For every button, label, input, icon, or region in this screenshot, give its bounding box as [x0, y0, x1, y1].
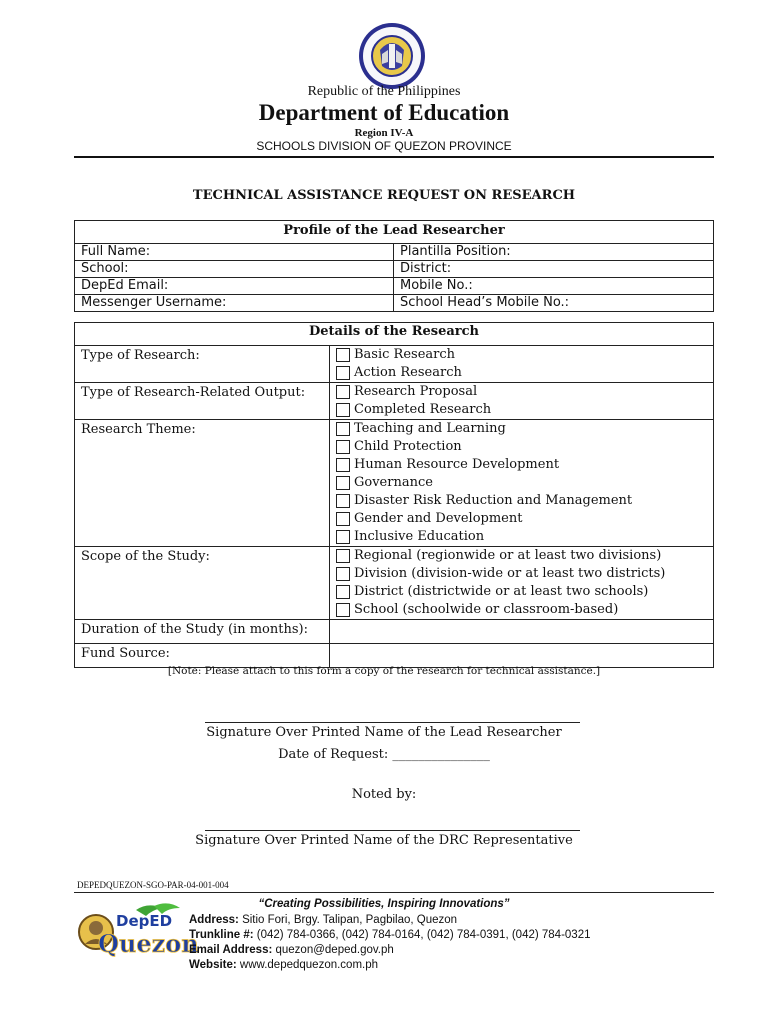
checkbox[interactable]: [336, 585, 350, 599]
department-title: Department of Education: [258, 100, 510, 125]
scope-of-study-options: [330, 547, 714, 620]
address-label: Address:: [189, 914, 239, 926]
footer-divider: [74, 892, 714, 893]
drc-signature-label: Signature Over Printed Name of the DRC Representative: [195, 833, 573, 848]
table-row: [75, 244, 714, 261]
republic-text: Republic of the Philippines: [307, 84, 461, 99]
email-value[interactable]: quezon@deped.gov.ph: [275, 944, 394, 956]
checkbox[interactable]: [336, 348, 350, 362]
footer-email: [189, 944, 394, 956]
fund-source-label: Fund Source:: [75, 644, 330, 668]
checkbox[interactable]: [336, 440, 350, 454]
option-label: District (districtwide or at least two schools): [354, 584, 649, 599]
checkbox[interactable]: [336, 385, 350, 399]
email-label: Email Address:: [189, 944, 273, 956]
duration-field[interactable]: [330, 620, 714, 644]
table-row: [75, 420, 714, 547]
logo-text-quezon: Quezon: [98, 929, 199, 958]
option-label: Teaching and Learning: [354, 421, 506, 436]
research-theme-label: Research Theme:: [75, 420, 330, 547]
option-label: Division (division-wide or at least two districts): [354, 566, 666, 581]
table-row: [75, 295, 714, 312]
header-divider: [74, 156, 714, 158]
details-table: [74, 322, 714, 668]
website-value[interactable]: www.depedquezon.com.ph: [239, 959, 379, 971]
checkbox[interactable]: [336, 403, 350, 417]
option-label: Gender and Development: [354, 511, 523, 526]
form-title: TECHNICAL ASSISTANCE REQUEST ON RESEARCH: [192, 188, 576, 203]
option-label: Action Research: [354, 365, 462, 380]
profile-field-plantilla-position[interactable]: Plantilla Position:: [394, 244, 714, 261]
trunkline-label: Trunkline #:: [189, 929, 254, 941]
profile-field-district[interactable]: District:: [394, 261, 714, 278]
option-label: Regional (regionwide or at least two divisions): [354, 548, 662, 563]
profile-field-mobile-no[interactable]: Mobile No.:: [394, 278, 714, 295]
option-label: Child Protection: [354, 439, 462, 454]
checkbox[interactable]: [336, 422, 350, 436]
noted-by-label: Noted by:: [351, 787, 417, 802]
attachment-note: [Note: Please attach to this form a copy of the research for technical assistance.]: [167, 665, 601, 677]
table-row: [75, 278, 714, 295]
division-text: SCHOOLS DIVISION OF QUEZON PROVINCE: [256, 139, 512, 153]
footer-address: [189, 914, 457, 926]
scope-of-study-label: Scope of the Study:: [75, 547, 330, 620]
research-theme-options: [330, 420, 714, 547]
checkbox[interactable]: [336, 567, 350, 581]
date-of-request[interactable]: Date of Request: _______________: [278, 747, 490, 762]
checkbox[interactable]: [336, 549, 350, 563]
checkbox[interactable]: [336, 603, 350, 617]
website-label: Website:: [189, 959, 237, 971]
table-row: [75, 620, 714, 644]
profile-field-deped-email[interactable]: DepEd Email:: [75, 278, 394, 295]
table-row: [75, 547, 714, 620]
checkbox[interactable]: [336, 476, 350, 490]
fund-source-field[interactable]: [330, 644, 714, 668]
footer-slogan: “Creating Possibilities, Inspiring Innovations”: [258, 898, 510, 910]
lead-signature-label: Signature Over Printed Name of the Lead Researcher: [206, 725, 562, 740]
profile-field-full-name[interactable]: Full Name:: [75, 244, 394, 261]
table-row: [75, 383, 714, 420]
checkbox[interactable]: [336, 512, 350, 526]
profile-heading: Profile of the Lead Researcher: [75, 221, 714, 244]
option-label: Disaster Risk Reduction and Management: [354, 493, 633, 508]
research-output-label: Type of Research-Related Output:: [75, 383, 330, 420]
footer-trunkline: [189, 929, 591, 941]
option-label: School (schoolwide or classroom-based): [354, 602, 619, 617]
checkbox[interactable]: [336, 366, 350, 380]
option-label: Inclusive Education: [354, 529, 485, 544]
footer-website: [189, 959, 378, 971]
logo-text-deped: DepED: [116, 912, 173, 930]
type-of-research-options: [330, 346, 714, 383]
document-code: DEPEDQUEZON-SGO-PAR-04-001-004: [77, 880, 229, 890]
profile-table: [74, 220, 714, 312]
option-label: Governance: [354, 475, 433, 490]
duration-label: Duration of the Study (in months):: [75, 620, 330, 644]
checkbox[interactable]: [336, 494, 350, 508]
drc-signature-line[interactable]: [205, 830, 580, 831]
research-output-options: [330, 383, 714, 420]
option-label: Completed Research: [354, 402, 492, 417]
checkbox[interactable]: [336, 458, 350, 472]
profile-field-messenger-username[interactable]: Messenger Username:: [75, 295, 394, 312]
checkbox[interactable]: [336, 530, 350, 544]
deped-seal-logo: [358, 22, 426, 90]
option-label: Basic Research: [354, 347, 456, 362]
option-label: Human Resource Development: [354, 457, 560, 472]
profile-field-school[interactable]: School:: [75, 261, 394, 278]
table-row: [75, 644, 714, 668]
table-row: [75, 346, 714, 383]
lead-signature-line[interactable]: [205, 722, 580, 723]
option-label: Research Proposal: [354, 384, 478, 399]
trunkline-value: (042) 784-0366, (042) 784-0164, (042) 784-0391, (042) 784-0321: [256, 929, 591, 941]
type-of-research-label: Type of Research:: [75, 346, 330, 383]
table-row: [75, 261, 714, 278]
profile-field-school-head-mobile[interactable]: School Head’s Mobile No.:: [394, 295, 714, 312]
details-heading: Details of the Research: [75, 323, 714, 346]
region-text: Region IV-A: [354, 127, 414, 139]
address-value: Sitio Fori, Brgy. Talipan, Pagbilao, Quezon: [242, 914, 458, 926]
